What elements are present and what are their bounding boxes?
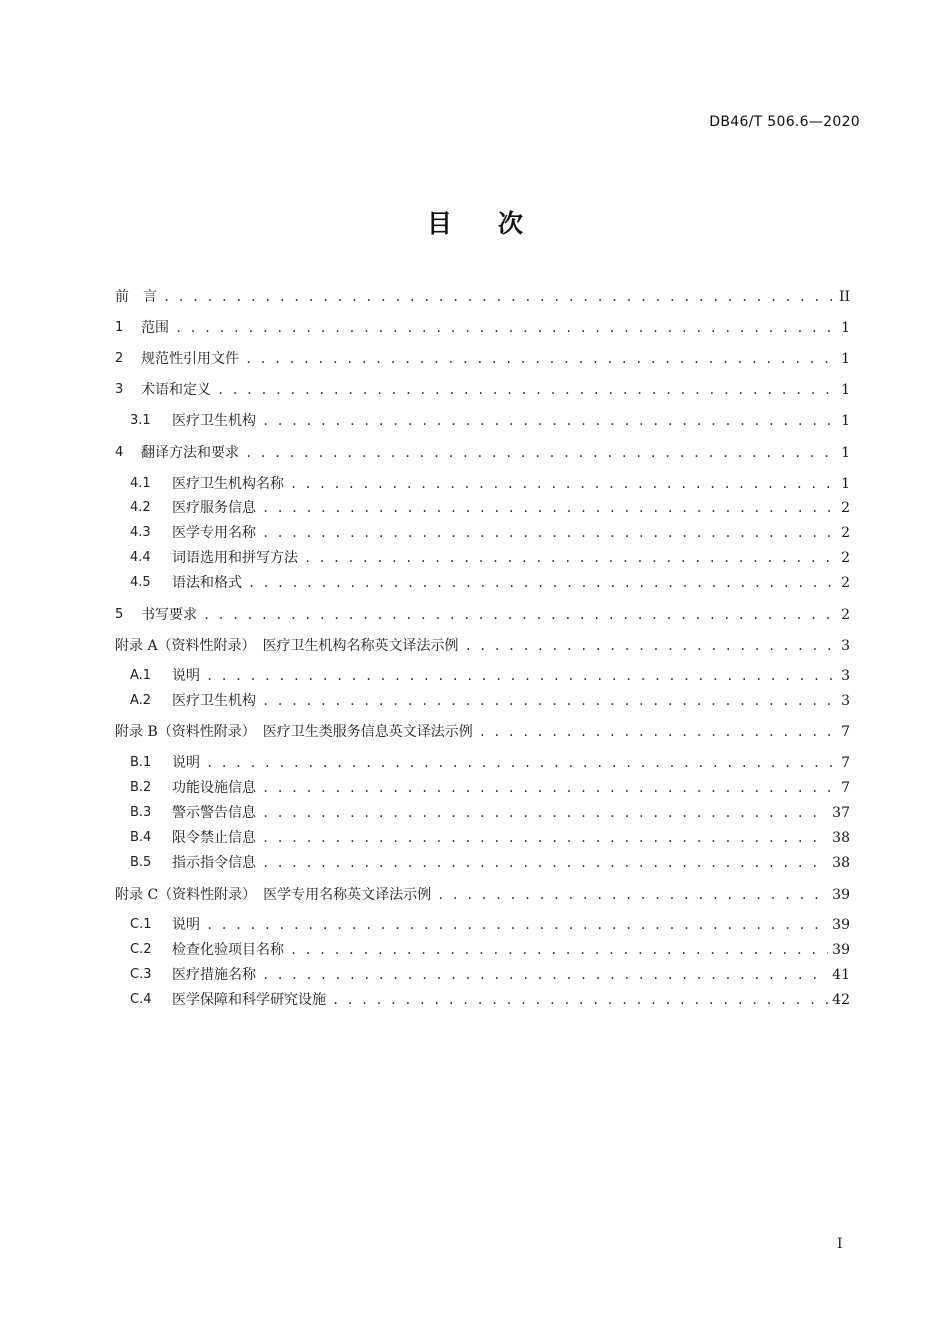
toc-entry-page: 39: [832, 942, 850, 958]
toc-entry-number: 4.5: [130, 575, 151, 590]
page-number: I: [837, 1236, 843, 1252]
toc-entry[interactable]: [130, 827, 850, 849]
toc-leader-dots: [479, 721, 834, 743]
toc-entry-title: 医疗服务信息: [172, 500, 256, 516]
toc-entry[interactable]: [130, 497, 850, 519]
toc-leader-dots: [262, 690, 834, 712]
toc-leader-dots: [262, 522, 834, 544]
toc-entry-title: 规范性引用文件: [141, 351, 239, 367]
toc-leader-dots: [163, 286, 834, 308]
toc-entry-page: 3: [841, 638, 850, 654]
toc-entry[interactable]: [130, 752, 850, 774]
toc-entry[interactable]: [130, 989, 850, 1011]
toc-entry[interactable]: [130, 665, 850, 687]
toc-leader-dots: [262, 777, 834, 799]
toc-entry-page: 38: [832, 830, 850, 846]
toc-entry-number: B.4: [130, 830, 152, 845]
toc-leader-dots: [217, 379, 834, 401]
toc-entry-title: 功能设施信息: [172, 780, 256, 796]
toc-entry-title: 附录 B（资料性附录） 医疗卫生类服务信息英文译法示例: [115, 724, 473, 740]
toc-entry-number: A.2: [130, 693, 152, 708]
toc-entry-number: 2: [115, 351, 124, 366]
toc-entry-page: 39: [832, 887, 850, 903]
toc-entry[interactable]: [130, 690, 850, 712]
toc-entry-title: 警示警告信息: [172, 805, 256, 821]
toc-entry-number: B.1: [130, 755, 152, 770]
toc-entry-title: 说明: [172, 755, 200, 771]
toc-entry-number: A.1: [130, 668, 152, 683]
toc-entry-title: 翻译方法和要求: [141, 445, 239, 461]
toc-entry-title: 医疗卫生机构: [172, 413, 256, 429]
toc-entry[interactable]: [115, 442, 850, 464]
toc-entry[interactable]: [130, 547, 850, 569]
toc-entry-number: 3.1: [130, 413, 151, 428]
toc-leader-dots: [206, 752, 834, 774]
toc-entry[interactable]: [130, 914, 850, 936]
toc-entry-number: B.3: [130, 805, 152, 820]
toc-entry-page: 1: [841, 351, 850, 367]
toc-entry-page: 1: [841, 382, 850, 398]
toc-heading: 目次: [426, 209, 569, 238]
toc-leader-dots: [245, 442, 834, 464]
toc-leader-dots: [332, 989, 828, 1011]
toc-leader-dots: [206, 914, 828, 936]
toc-entry-title: 检查化验项目名称: [172, 942, 284, 958]
toc-leader-dots: [290, 939, 828, 961]
toc-entry-page: 7: [841, 724, 850, 740]
toc-entry-number: C.3: [130, 967, 152, 982]
toc-entry-title: 医学保障和科学研究设施: [172, 992, 326, 1008]
toc-leader-dots: [262, 497, 834, 519]
toc-entry-title: 说明: [172, 917, 200, 933]
toc-leader-dots: [262, 827, 828, 849]
toc-entry-page: 2: [841, 607, 850, 623]
toc-leader-dots: [248, 572, 834, 594]
toc-leader-dots: [262, 964, 828, 986]
toc-entry-number: 4.3: [130, 525, 151, 540]
toc-entry-number: C.2: [130, 942, 152, 957]
toc-leader-dots: [175, 317, 834, 339]
toc-entry-title: 术语和定义: [141, 382, 211, 398]
toc-entry-page: 2: [841, 575, 850, 591]
toc-entry-page: 1: [841, 476, 850, 492]
toc-entry-title: 医疗卫生机构: [172, 693, 256, 709]
toc-entry-title: 附录 A（资料性附录） 医疗卫生机构名称英文译法示例: [115, 638, 459, 654]
toc-entry[interactable]: [115, 317, 850, 339]
toc-entry-number: 3: [115, 382, 124, 397]
toc-entry[interactable]: [115, 635, 850, 657]
toc-entry[interactable]: [130, 964, 850, 986]
toc-entry-page: 37: [832, 805, 850, 821]
toc-entry-number: 4.1: [130, 476, 151, 491]
toc-leader-dots: [206, 665, 834, 687]
toc-entry[interactable]: [115, 379, 850, 401]
toc-entry-number: 4: [115, 445, 124, 460]
document-code: DB46/T 506.6—2020: [709, 114, 860, 130]
toc-entry[interactable]: [115, 348, 850, 370]
toc-entry[interactable]: [130, 802, 850, 824]
toc-leader-dots: [262, 852, 828, 874]
toc-entry[interactable]: [130, 777, 850, 799]
toc-entry[interactable]: [130, 852, 850, 874]
toc-entry-page: 39: [832, 917, 850, 933]
toc-entry-title: 语法和格式: [172, 575, 242, 591]
toc-entry-number: C.1: [130, 917, 152, 932]
toc-entry-page: 2: [841, 500, 850, 516]
toc-entry-title: 指示指令信息: [172, 855, 256, 871]
toc-entry-page: 2: [841, 550, 850, 566]
toc-entry[interactable]: [130, 410, 850, 432]
toc-entry-number: 5: [115, 607, 124, 622]
toc-entry[interactable]: [130, 572, 850, 594]
toc-entry-title: 医疗卫生机构名称: [172, 476, 284, 492]
toc-entry-page: 2: [841, 525, 850, 541]
toc-entry-number: 1: [115, 320, 124, 335]
toc-entry-page: 3: [841, 693, 850, 709]
toc-leader-dots: [203, 604, 834, 626]
toc-entry-title: 医疗措施名称: [172, 967, 256, 983]
toc-leader-dots: [437, 884, 828, 906]
toc-entry-title: 前 言: [115, 289, 157, 305]
toc-entry[interactable]: [115, 604, 850, 626]
toc-entry-page: 3: [841, 668, 850, 684]
toc-leader-dots: [262, 410, 834, 432]
toc-leader-dots: [465, 635, 834, 657]
toc-entry-page: 38: [832, 855, 850, 871]
toc-entry-number: C.4: [130, 992, 152, 1007]
toc-entry-page: 7: [841, 755, 850, 771]
toc-entry-number: 4.2: [130, 500, 151, 515]
toc-entry-title: 医学专用名称: [172, 525, 256, 541]
toc-entry-number: B.2: [130, 780, 152, 795]
toc-entry-page: 42: [832, 992, 850, 1008]
toc-entry-number: B.5: [130, 855, 152, 870]
toc-entry-title: 范围: [141, 320, 169, 336]
toc-entry-title: 限令禁止信息: [172, 830, 256, 846]
toc-leader-dots: [304, 547, 834, 569]
toc-entry-page: II: [838, 289, 850, 305]
toc-entry-page: 1: [841, 445, 850, 461]
toc-entry[interactable]: [115, 721, 850, 743]
toc-leader-dots: [262, 802, 828, 824]
toc-entry-title: 附录 C（资料性附录） 医学专用名称英文译法示例: [115, 887, 432, 903]
toc-leader-dots: [290, 473, 834, 495]
toc-entry-page: 41: [832, 967, 850, 983]
toc-entry-page: 7: [841, 780, 850, 796]
toc-entry[interactable]: [115, 884, 850, 906]
toc-entry-number: 4.4: [130, 550, 151, 565]
toc-entry[interactable]: [130, 522, 850, 544]
toc-entry-page: 1: [841, 413, 850, 429]
toc-entry[interactable]: [115, 286, 850, 308]
toc-entry-title: 词语选用和拼写方法: [172, 550, 298, 566]
toc-entry-title: 书写要求: [141, 607, 197, 623]
toc-entry-page: 1: [841, 320, 850, 336]
toc-entry[interactable]: [130, 473, 850, 495]
toc-entry-title: 说明: [172, 668, 200, 684]
toc-leader-dots: [245, 348, 834, 370]
toc-entry[interactable]: [130, 939, 850, 961]
